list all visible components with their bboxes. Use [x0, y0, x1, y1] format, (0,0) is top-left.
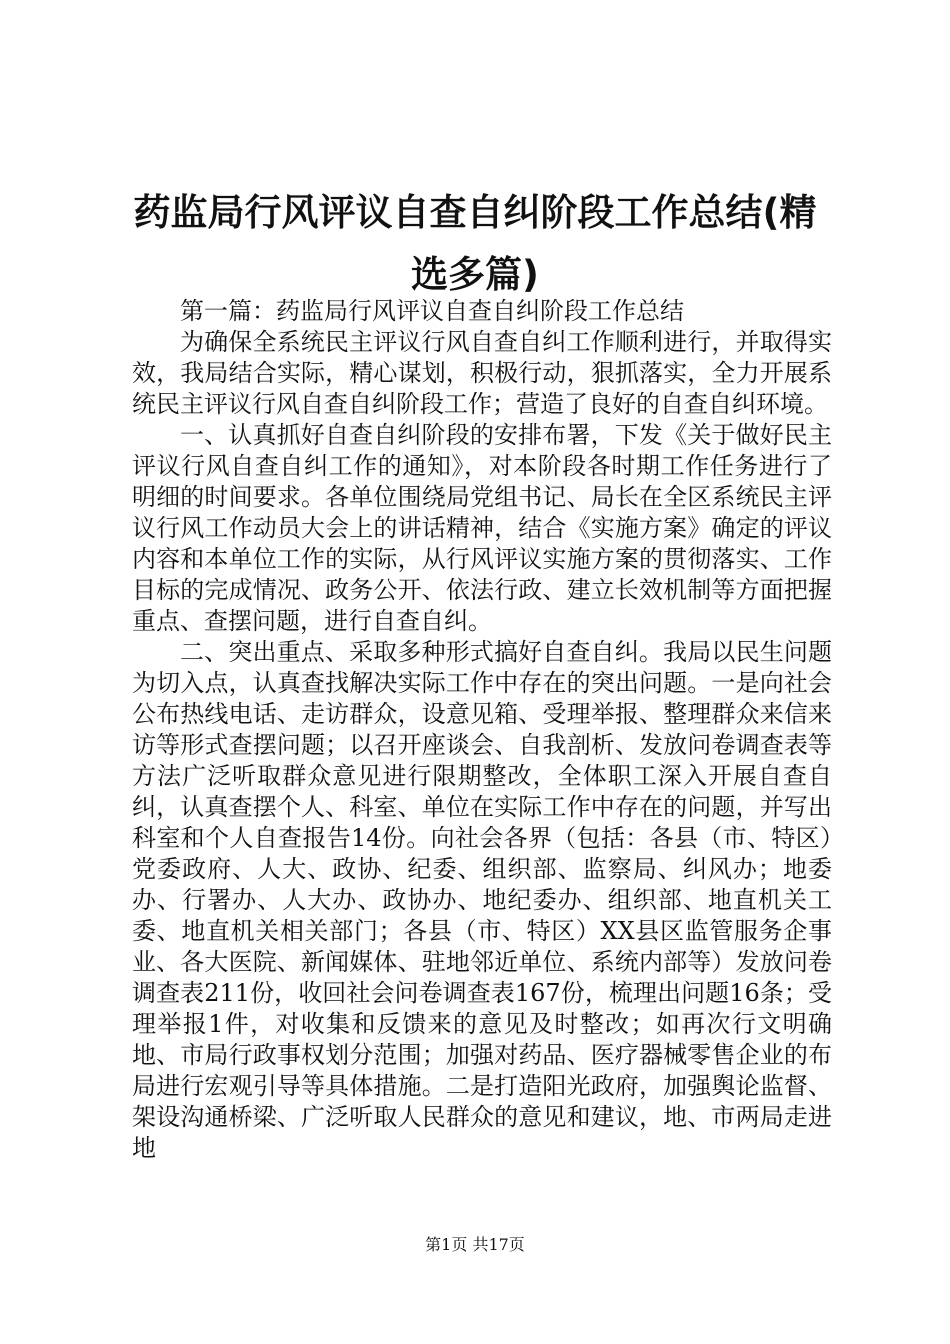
document-body [132, 296, 832, 1164]
section-heading: 第一篇：药监局行风评议自查自纠阶段工作总结 [180, 297, 684, 325]
body-paragraph: 二、突出重点、采取多种形式搞好自查自纠。我局以民生问题为切入点，认真查找解决实际工作中存在的突出问题。一是向社会公布热线电话、走访群众，设意见箱、受理举报、整理群众来信来访等形式查摆问题；以召开座谈会、自我剖析、发放问卷调查表等方法广泛听取群众意见进行限期整改，全体职工深入开展自查自纠，认真查摆个人、科室、单位在实际工作中存在的问题，并写出科室和个人自查报告14份。向社会各界（包括：各县（市、特区）党委政府、人大、政协、纪委、组织部、监察局、纠风办；地委办、行署办、人大办、政协办、地纪委办、组织部、地直机关工委、地直机关相关部门；各县（市、特区）XX县区监管服务企事业、各大医院、新闻媒体、驻地邻近单位、系统内部等）发放问卷调查表211份，收回社会问卷调查表167份，梳理出问题16条；受理举报1件，对收集和反馈来的意见及时整改；如再次行文明确地、市局行政事权划分范围；加强对药品、医疗器械零售企业的布局进行宏观引导等具体措施。二是打造阳光政府，加强舆论监督、架设沟通桥梁、广泛听取人民群众的意见和建议，地、市两局走进地 [132, 638, 832, 1162]
document-title: 药监局行风评议自查自纠阶段工作总结(精选多篇) [133, 191, 817, 296]
body-paragraph: 为确保全系统民主评议行风自查自纠工作顺利进行，并取得实效，我局结合实际，精心谋划，积极行动，狠抓落实，全力开展系统民主评议行风自查自纠阶段工作；营造了良好的自查自纠环境。 [132, 328, 832, 418]
page-footer: 第1页 共17页 [425, 1235, 525, 1254]
body-paragraph: 一、认真抓好自查自纠阶段的安排布署，下发《关于做好民主评议行风自查自纠工作的通知》，对本阶段各时期工作任务进行了明细的时间要求。各单位围绕局党组书记、局长在全区系统民主评议行风工作动员大会上的讲话精神，结合《实施方案》确定的评议内容和本单位工作的实际，从行风评议实施方案的贯彻落实、工作目标的完成情况、政务公开、依法行政、建立长效机制等方面把握重点、查摆问题，进行自查自纠。 [132, 421, 832, 635]
